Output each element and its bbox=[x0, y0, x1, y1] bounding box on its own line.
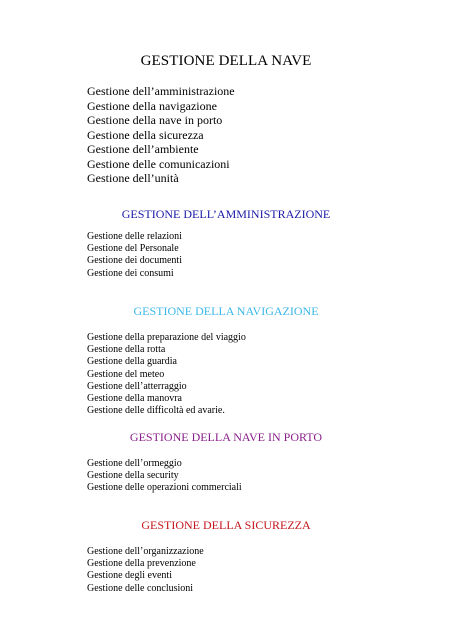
section-list-nave-in-porto bbox=[87, 458, 242, 495]
toc-item: Gestione della navigazione bbox=[87, 98, 217, 113]
list-item: Gestione delle relazioni bbox=[87, 231, 182, 242]
table-of-contents bbox=[87, 84, 235, 186]
list-item: Gestione dei consumi bbox=[87, 267, 174, 279]
list-item: Gestione delle conclusioni bbox=[87, 582, 194, 594]
list-item: Gestione della guardia bbox=[87, 356, 177, 368]
section-heading-sicurezza: GESTIONE DELLA SICUREZZA bbox=[141, 518, 311, 532]
section-list-sicurezza bbox=[87, 546, 204, 595]
toc-item: Gestione della sicurezza bbox=[87, 127, 204, 142]
list-item: Gestione della rotta bbox=[87, 344, 166, 356]
list-item: Gestione dell’ormeggio bbox=[87, 458, 182, 469]
list-item: Gestione degli eventi bbox=[87, 570, 172, 582]
list-item: Gestione della security bbox=[87, 470, 179, 482]
toc-item: Gestione dell’unità bbox=[87, 171, 179, 185]
list-item: Gestione dell’organizzazione bbox=[87, 546, 204, 557]
toc-item: Gestione dell’amministrazione bbox=[87, 84, 235, 98]
section-heading-navigazione: GESTIONE DELLA NAVIGAZIONE bbox=[133, 304, 319, 318]
page-title: GESTIONE DELLA NAVE bbox=[140, 53, 312, 69]
list-item: Gestione del meteo bbox=[87, 368, 165, 380]
section-heading-nave-in-porto: GESTIONE DELLA NAVE IN PORTO bbox=[129, 430, 323, 444]
section-list-amministrazione bbox=[87, 231, 182, 280]
list-item: Gestione dell’atterraggio bbox=[87, 380, 187, 392]
toc-item: Gestione della nave in porto bbox=[87, 113, 223, 127]
list-item: Gestione dei documenti bbox=[87, 255, 182, 267]
list-item: Gestione della prevenzione bbox=[87, 558, 196, 570]
section-list-navigazione bbox=[87, 332, 246, 417]
list-item: Gestione delle difficoltà ed avarie. bbox=[87, 405, 225, 417]
list-item: Gestione della manovra bbox=[87, 393, 182, 405]
list-item: Gestione delle operazioni commerciali bbox=[87, 482, 242, 494]
list-item: Gestione della preparazione del viaggio bbox=[87, 332, 246, 343]
toc-item: Gestione dell’ambiente bbox=[87, 142, 199, 156]
section-heading-amministrazione: GESTIONE DELL’AMMINISTRAZIONE bbox=[121, 207, 331, 221]
list-item: Gestione del Personale bbox=[87, 243, 179, 255]
toc-item: Gestione delle comunicazioni bbox=[87, 156, 230, 171]
